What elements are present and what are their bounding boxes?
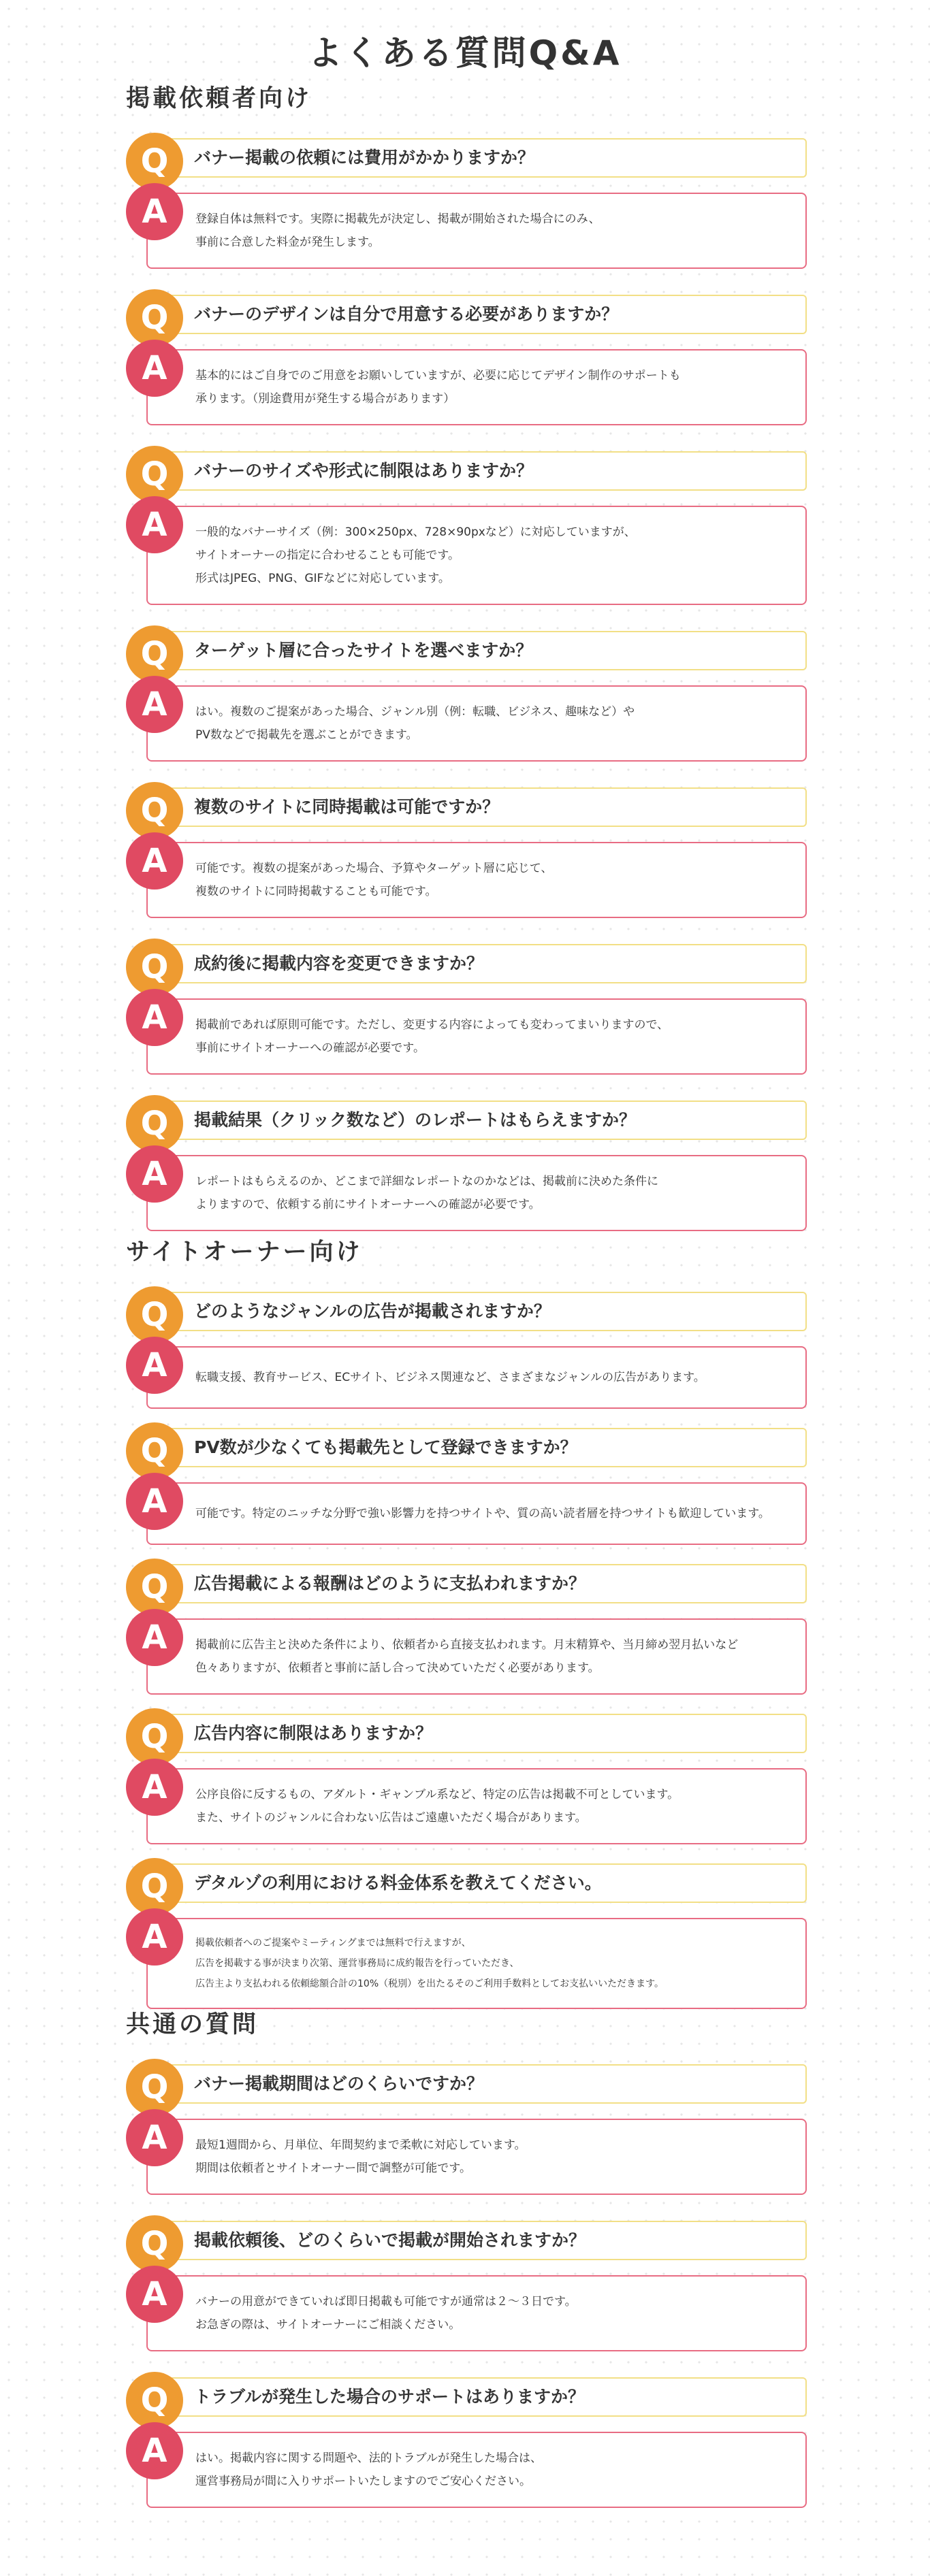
faq-item xyxy=(126,289,807,425)
answer-text-line: 事前にサイトオーナーへの確認が必要です。 xyxy=(195,1041,425,1055)
answer-text-line: 掲載前であれば原則可能です。ただし、変更する内容によっても変わってまいりますので、 xyxy=(195,1018,669,1032)
answer-box xyxy=(146,1155,807,1231)
answer-row xyxy=(126,349,807,425)
answer-badge-icon: A xyxy=(126,2266,183,2323)
question-badge-icon: Q xyxy=(126,2372,183,2429)
answer-text-line: 掲載前に広告主と決めた条件により、依頼者から直接支払われます。月末精算や、当月締め翌月払いなど xyxy=(195,1638,739,1652)
question-badge-icon: Q xyxy=(126,1095,183,1152)
question-badge-icon: Q xyxy=(126,446,183,503)
question-row xyxy=(126,1095,807,1143)
answer-text-line: 可能です。特定のニッチな分野で強い影響力を持つサイトや、質の高い読者層を持つサイトも歓迎しています。 xyxy=(195,1507,770,1520)
answer-text-line: 基本的にはご自身でのご用意をお願いしていますが、必要に応じてデザイン制作のサポートも xyxy=(195,369,681,382)
section-title: サイトオーナー向け xyxy=(126,1239,363,1266)
answer-text-line: 可能です。複数の提案があった場合、予算やターゲット層に応じて、 xyxy=(195,862,553,875)
answer-row xyxy=(126,1482,807,1545)
answer-badge-icon: A xyxy=(126,496,183,553)
answer-box xyxy=(146,506,807,605)
answer-text-line: 形式はJPEG、PNG、GIFなどに対応しています。 xyxy=(195,572,450,585)
faq-item xyxy=(126,2215,807,2351)
faq-item xyxy=(126,1708,807,1844)
faq-item xyxy=(126,1858,807,2009)
answer-row xyxy=(126,2275,807,2351)
question-row xyxy=(126,446,807,491)
answer-badge-icon: A xyxy=(126,2109,183,2166)
answer-badge-icon: A xyxy=(126,1908,183,1966)
question-text: デタルゾの利用における料金体系を教えてください。 xyxy=(194,1873,602,1893)
answer-text-line: 広告を掲載する事が決まり次第、運営事務局に成約報告を行っていただき、 xyxy=(195,1958,519,1969)
faq-item xyxy=(126,2372,807,2508)
answer-text-line: サイトオーナーの指定に合わせることも可能です。 xyxy=(195,549,460,562)
answer-text-line: 期間は依頼者とサイトオーナー間で調整が可能です。 xyxy=(195,2162,471,2175)
answer-text-line: 広告主より支払われる依頼総額合計の10%（税別）を出たるそのご利用手数料としてお支払いいただきます。 xyxy=(195,1978,664,1989)
answer-box xyxy=(146,193,807,269)
question-text: 掲載依頼後、どのくらいで掲載が開始されますか？ xyxy=(194,2230,586,2250)
question-text: どのようなジャンルの広告が掲載されますか？ xyxy=(194,1301,551,1321)
answer-text-line: はい。複数のご提案があった場合、ジャンル別（例：転職、ビジネス、趣味など）や xyxy=(195,705,635,719)
question-row xyxy=(126,1286,807,1334)
question-badge-icon: Q xyxy=(126,133,183,190)
answer-box xyxy=(146,1482,807,1545)
answer-row xyxy=(126,2119,807,2195)
answer-text-line: はい。掲載内容に関する問題や、法的トラブルが発生した場合は、 xyxy=(195,2451,542,2465)
answer-text-line: 複数のサイトに同時掲載することも可能です。 xyxy=(195,885,437,898)
question-text: 成約後に掲載内容を変更できますか？ xyxy=(194,953,484,973)
answer-box xyxy=(146,2119,807,2195)
answer-text-line: また、サイトのジャンルに合わない広告はご遠慮いただく場合があります。 xyxy=(195,1811,587,1825)
answer-badge-icon: A xyxy=(126,832,183,890)
faq-item xyxy=(126,2059,807,2195)
answer-text-line: 転職支援、教育サービス、ECサイト、ビジネス関連など、さまざまなジャンルの広告があります。 xyxy=(195,1371,705,1384)
question-text: 広告内容に制限はありますか？ xyxy=(194,1723,433,1743)
question-text: 広告掲載による報酬はどのように支払われますか？ xyxy=(194,1574,586,1593)
answer-row xyxy=(126,998,807,1075)
answer-text-line: 運営事務局が間に入りサポートいたしますのでご安心ください。 xyxy=(195,2475,531,2488)
question-row xyxy=(126,1422,807,1470)
answer-text-line: 色々ありますが、依頼者と事前に話し合って決めていただく必要があります。 xyxy=(195,1661,600,1675)
answer-text-line: 登録自体は無料です。実際に掲載先が決定し、掲載が開始された場合にのみ、 xyxy=(195,212,600,226)
question-row xyxy=(126,1559,807,1606)
question-badge-icon: Q xyxy=(126,625,183,683)
answer-badge-icon: A xyxy=(126,989,183,1046)
question-row xyxy=(126,133,807,178)
answer-box xyxy=(146,1768,807,1844)
answer-text-line: 一般的なバナーサイズ（例：300×250px、728×90pxなど）に対応していますが、 xyxy=(195,525,636,539)
answer-text-line: お急ぎの際は、サイトオーナーにご相談ください。 xyxy=(195,2318,461,2332)
faq-item xyxy=(126,1559,807,1695)
question-text: バナーのサイズや形式に制限はありますか？ xyxy=(194,461,534,480)
answer-box xyxy=(146,349,807,425)
question-badge-icon: Q xyxy=(126,1286,183,1343)
answer-badge-icon: A xyxy=(126,1145,183,1203)
answer-text-line: 公序良俗に反するもの、アダルト・ギャンブル系など、特定の広告は掲載不可としています。 xyxy=(195,1788,679,1801)
answer-row xyxy=(126,685,807,762)
answer-row xyxy=(126,1918,807,2009)
answer-box xyxy=(146,685,807,762)
answer-row xyxy=(126,1346,807,1409)
question-badge-icon: Q xyxy=(126,1858,183,1915)
page-title: よくある質問Q&A xyxy=(308,33,622,73)
answer-text-line: バナーの用意ができていれば即日掲載も可能ですが通常は２〜３日です。 xyxy=(195,2295,577,2309)
question-text: PV数が少なくても掲載先として登録できますか？ xyxy=(194,1437,577,1457)
faq-item xyxy=(126,1095,807,1231)
answer-badge-icon: A xyxy=(126,2422,183,2479)
faq-item xyxy=(126,1422,807,1545)
answer-box xyxy=(146,842,807,918)
answer-badge-icon: A xyxy=(126,676,183,733)
question-row xyxy=(126,625,807,673)
answer-row xyxy=(126,506,807,605)
question-row xyxy=(126,2215,807,2263)
question-badge-icon: Q xyxy=(126,1422,183,1480)
section-title: 共通の質問 xyxy=(126,2011,259,2038)
answer-text-line: レポートはもらえるのか、どこまで詳細なレポートなのかなどは、掲載前に決めた条件に xyxy=(195,1175,658,1188)
answer-row xyxy=(126,1618,807,1695)
question-row xyxy=(126,1708,807,1756)
answer-badge-icon: A xyxy=(126,183,183,240)
answer-row xyxy=(126,1155,807,1231)
question-text: トラブルが発生した場合のサポートはありますか？ xyxy=(194,2387,586,2407)
answer-badge-icon: A xyxy=(126,1473,183,1530)
answer-badge-icon: A xyxy=(126,1759,183,1816)
question-badge-icon: Q xyxy=(126,2215,183,2272)
answer-box xyxy=(146,1346,807,1409)
answer-box xyxy=(146,1618,807,1695)
answer-row xyxy=(126,2432,807,2508)
question-row xyxy=(126,289,807,337)
answer-badge-icon: A xyxy=(126,1337,183,1394)
answer-row xyxy=(126,842,807,918)
answer-badge-icon: A xyxy=(126,340,183,397)
faq-item xyxy=(126,625,807,762)
answer-box xyxy=(146,2432,807,2508)
answer-box xyxy=(146,2275,807,2351)
question-row xyxy=(126,782,807,830)
answer-text-line: 事前に合意した料金が発生します。 xyxy=(195,235,380,249)
question-badge-icon: Q xyxy=(126,2059,183,2116)
faq-item xyxy=(126,782,807,918)
answer-row xyxy=(126,1768,807,1844)
question-text: ターゲット層に合ったサイトを選べますか？ xyxy=(194,640,533,660)
answer-text-line: PV数などで掲載先を選ぶことができます。 xyxy=(195,728,418,742)
answer-text-line: よりますので、依頼する前にサイトオーナーへの確認が必要です。 xyxy=(195,1198,541,1211)
question-row xyxy=(126,939,807,986)
question-badge-icon: Q xyxy=(126,1559,183,1616)
answer-text-line: 承ります。（別途費用が発生する場合があります） xyxy=(195,392,455,406)
question-text: 複数のサイトに同時掲載は可能ですか？ xyxy=(194,797,500,817)
question-row xyxy=(126,2372,807,2417)
faq-item xyxy=(126,446,807,605)
answer-text-line: 掲載依頼者へのご提案やミーティングまでは無料で行えますが、 xyxy=(195,1938,471,1949)
question-badge-icon: Q xyxy=(126,1708,183,1765)
answer-badge-icon: A xyxy=(126,1609,183,1666)
answer-box xyxy=(146,998,807,1075)
question-text: 掲載結果（クリック数など）のレポートはもらえますか？ xyxy=(194,1110,637,1130)
faq-section xyxy=(126,2008,807,2508)
faq-item xyxy=(126,133,807,269)
section-title: 掲載依頼者向け xyxy=(126,85,312,112)
question-badge-icon: Q xyxy=(126,289,183,346)
answer-row xyxy=(126,193,807,269)
faq-section xyxy=(126,82,807,1231)
faq-item xyxy=(126,939,807,1075)
question-text: バナー掲載の依頼には費用がかかりますか？ xyxy=(194,148,535,167)
faq-section xyxy=(126,1235,807,2009)
answer-text-line: 最短1週間から、月単位、年間契約まで柔軟に対応しています。 xyxy=(195,2138,526,2152)
question-row xyxy=(126,2059,807,2104)
question-text: バナーのデザインは自分で用意する必要がありますか？ xyxy=(194,304,619,324)
faq-item xyxy=(126,1286,807,1409)
question-badge-icon: Q xyxy=(126,782,183,839)
question-badge-icon: Q xyxy=(126,939,183,996)
answer-box xyxy=(146,1918,807,2009)
question-row xyxy=(126,1858,807,1906)
question-text: バナー掲載期間はどのくらいですか？ xyxy=(194,2074,484,2093)
